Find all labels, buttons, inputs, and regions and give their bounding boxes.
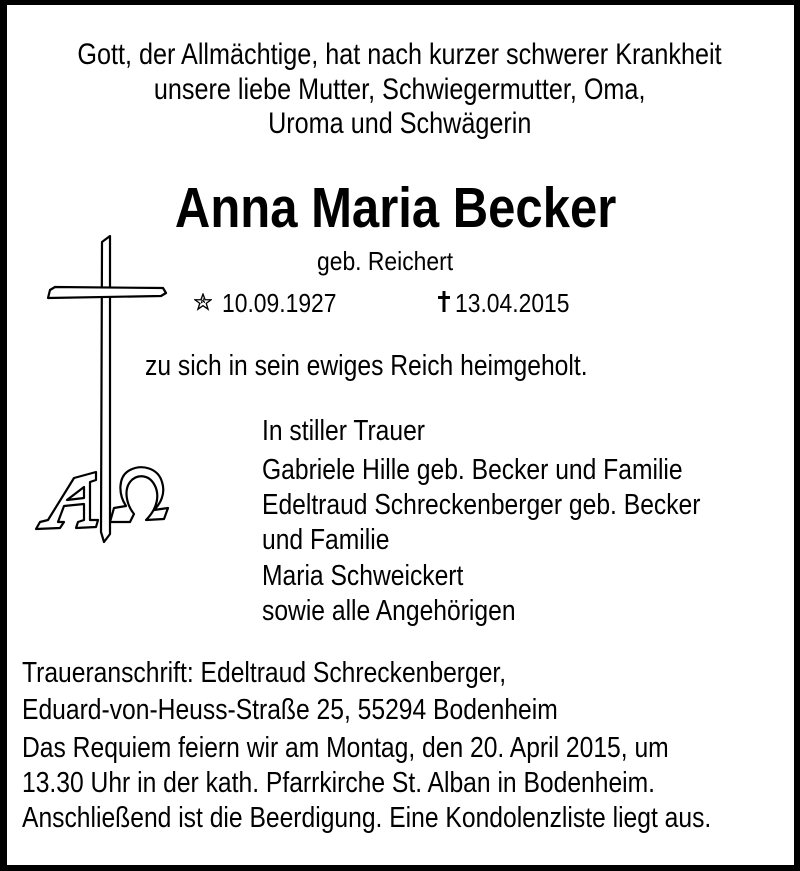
intro-line-3 — [0, 109, 800, 139]
maiden-name — [317, 248, 472, 274]
cross-alpha-omega-icon — [30, 232, 175, 547]
mourner-line-2 — [262, 456, 757, 485]
closing-line — [145, 352, 666, 381]
mourner-text: Edeltraud Schreckenberger geb. Becker — [262, 489, 701, 521]
intro-text: Gott, der Allmächtige, hat nach kurzer schwerer Krankheit — [77, 38, 723, 71]
mourner-text: Gabriele Hille geb. Becker und Familie — [262, 454, 683, 486]
mourner-line-3 — [262, 491, 778, 520]
address-text: Traueranschrift: Edeltraud Schreckenberger, — [22, 657, 507, 689]
service-text: 13.30 Uhr in der kath. Pfarrkirche St. Alban in Bodenheim. — [22, 767, 656, 799]
birth-date — [222, 290, 352, 316]
mourner-text: In stiller Trauer — [262, 415, 426, 447]
mourner-line-4 — [262, 526, 412, 555]
star-icon — [194, 293, 212, 311]
mourner-line-1 — [262, 417, 454, 446]
maiden-name-text: geb. Reichert — [317, 246, 454, 276]
address-text: Eduard-von-Heuss-Straße 25, 55294 Bodenheim — [22, 694, 558, 726]
closing-text: zu sich in sein ewiges Reich heimgeholt. — [145, 350, 588, 382]
service-line-3 — [22, 804, 800, 833]
mourner-text: und Familie — [262, 524, 390, 556]
intro-text: unsere liebe Mutter, Schwiegermutter, Oma, — [154, 73, 646, 106]
death-date — [455, 290, 585, 316]
intro-line-2 — [0, 75, 800, 105]
service-line-2 — [22, 769, 767, 798]
service-text: Das Requiem feiern wir am Montag, den 20. April 2015, um — [22, 732, 669, 764]
mourner-text: sowie alle Angehörigen — [262, 595, 516, 627]
death-date-text: 13.04.2015 — [455, 288, 570, 318]
service-line-1 — [22, 734, 783, 763]
dagger-icon — [438, 291, 450, 313]
birth-date-text: 10.09.1927 — [222, 288, 337, 318]
intro-line-1 — [0, 40, 800, 70]
mourner-text: Maria Schweickert — [262, 560, 464, 592]
deceased-name — [0, 176, 796, 240]
address-line-1 — [22, 659, 592, 688]
service-text: Anschließend ist die Beerdigung. Eine Kondolenzliste liegt aus. — [22, 802, 712, 834]
address-line-2 — [22, 696, 652, 725]
intro-text: Uroma und Schwägerin — [268, 107, 532, 140]
mourner-line-6 — [262, 597, 560, 626]
name-text: Anna Maria Becker — [175, 176, 617, 240]
mourner-line-5 — [262, 562, 499, 591]
